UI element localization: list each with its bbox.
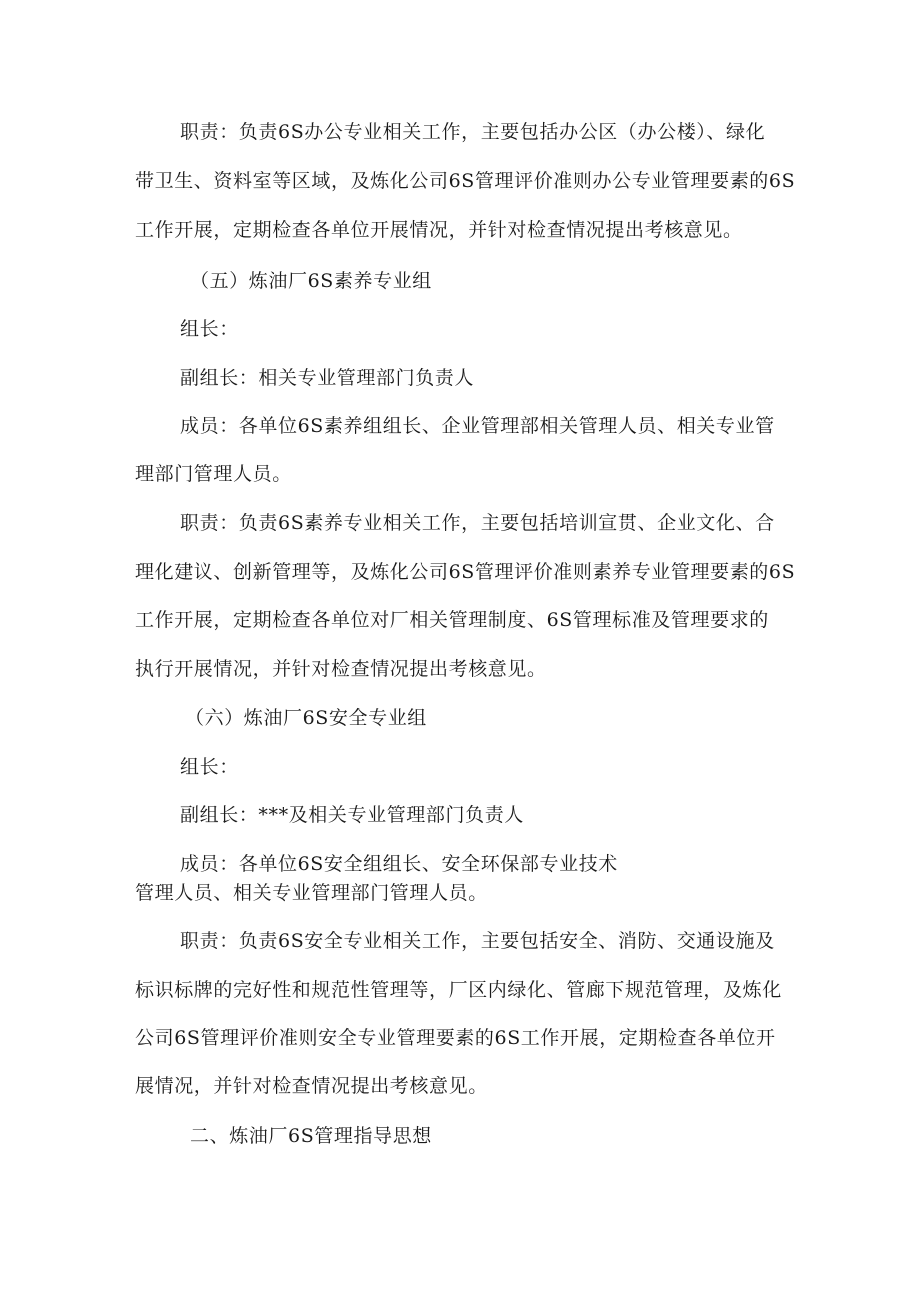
duty-office-line-1: 职责：负责6S办公专业相关工作，主要包括办公区（办公楼）、绿化 — [180, 121, 766, 143]
duty-5-line-4: 执行开展情况，并针对检查情况提出考核意见。 — [135, 658, 547, 680]
section-5-heading: （五）炼油厂6S素养专业组 — [190, 270, 432, 292]
leader-6: 组长： — [180, 756, 239, 778]
duty-6-line-1: 职责：负责6S安全专业相关工作，主要包括安全、消防、交通设施及 — [180, 930, 775, 952]
duty-office-line-3: 工作开展，定期检查各单位开展情况，并针对检查情况提出考核意见。 — [135, 219, 743, 241]
chapter-2-heading: 二、炼油厂6S管理指导思想 — [190, 1125, 432, 1147]
duty-5-line-3: 工作开展，定期检查各单位对厂相关管理制度、6S管理标准及管理要求的 — [135, 609, 769, 631]
members-6-line-2: 管理人员、相关专业管理部门管理人员。 — [135, 882, 488, 904]
duty-5-line-2: 理化建议、创新管理等，及炼化公司6S管理评价准则素养专业管理要素的6S — [135, 561, 796, 583]
duty-6-line-3: 公司6S管理评价准则安全专业管理要素的6S工作开展，定期检查各单位开 — [135, 1027, 776, 1049]
duty-6-line-2: 标识标牌的完好性和规范性管理等，厂区内绿化、管廊下规范管理，及炼化 — [135, 979, 782, 1001]
duty-6-line-4: 展情况，并针对检查情况提出考核意见。 — [135, 1075, 488, 1097]
members-5-line-2: 理部门管理人员。 — [135, 463, 292, 485]
deputy-leader-6: 副组长：***及相关专业管理部门负责人 — [180, 804, 524, 826]
duty-office-line-2: 带卫生、资料室等区域，及炼化公司6S管理评价准则办公专业管理要素的6S — [135, 170, 796, 192]
section-6-heading: （六）炼油厂6S安全专业组 — [185, 707, 427, 729]
duty-5-line-1: 职责：负责6S素养专业相关工作，主要包括培训宣贯、企业文化、合 — [180, 512, 775, 534]
deputy-leader-5: 副组长：相关专业管理部门负责人 — [180, 367, 475, 389]
members-6-line-1: 成员：各单位6S安全组组长、安全环保部专业技术 — [180, 853, 618, 875]
members-5-line-1: 成员：各单位6S素养组组长、企业管理部相关管理人员、相关专业管 — [180, 415, 775, 437]
leader-5: 组长： — [180, 318, 239, 340]
